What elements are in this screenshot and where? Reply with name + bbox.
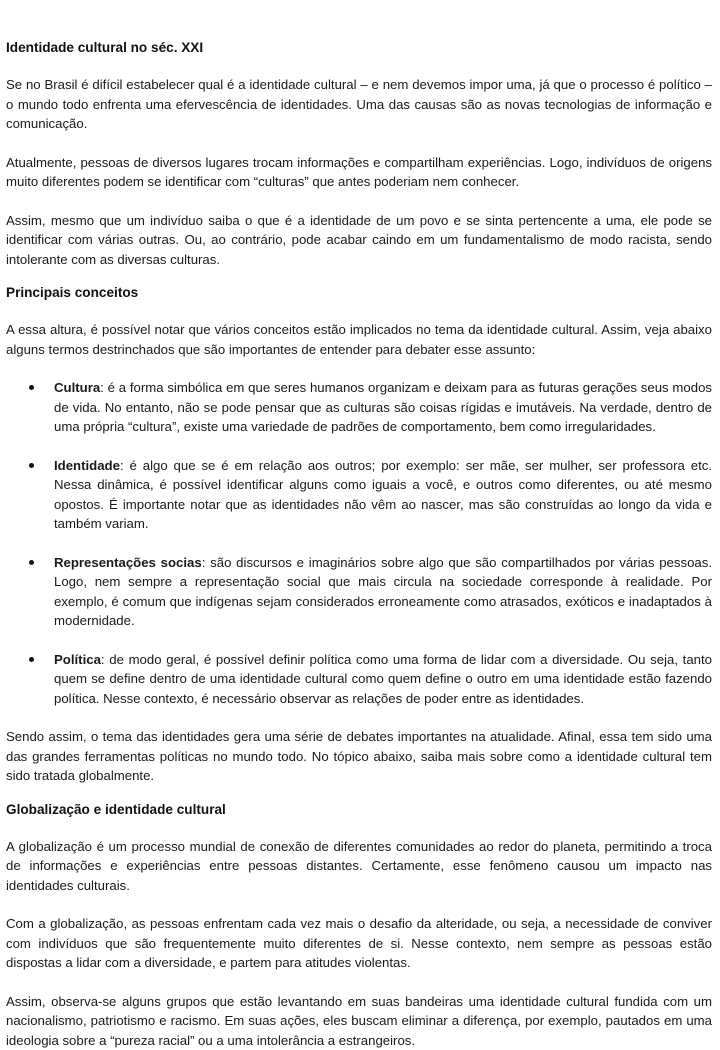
list-item-term: Representações socias <box>54 555 202 570</box>
list-item <box>54 378 712 437</box>
list-item-term: Cultura <box>54 380 100 395</box>
list-item <box>54 553 712 631</box>
paragraph: Com a globalização, as pessoas enfrentam cada vez mais o desafio da alteridade, ou seja, a necessidade de conviver com indivíduos que são frequentemente muito diferentes de si. Nesse contexto, nem sempre as pessoas estão dispostas a lidar com a diversidade, e partem para atitudes violentas. <box>6 914 712 973</box>
section-heading-globalizacao: Globalização e identidade cultural <box>6 800 712 819</box>
section-heading-identidade-cultural: Identidade cultural no séc. XXI <box>6 38 712 57</box>
paragraph: Atualmente, pessoas de diversos lugares trocam informações e compartilham experiências. Logo, indivíduos de origens muito diferentes podem se identificar com “culturas” que antes poderiam nem conhecer. <box>6 153 712 192</box>
concepts-list <box>6 378 712 708</box>
list-item <box>54 456 712 534</box>
paragraph: Sendo assim, o tema das identidades gera uma série de debates importantes na atualidade. Afinal, essa tem sido uma das grandes ferramentas políticas no mundo todo. No tópico abaixo, saiba mais sobre como a identidade cultural tem sido tratada globalmente. <box>6 727 712 786</box>
paragraph: Assim, mesmo que um indivíduo saiba o que é a identidade de um povo e se sinta pertencente a uma, ele pode se identificar com várias outras. Ou, ao contrário, pode acabar caindo em um fundamentalismo de modo racista, sendo intolerante com as diversas culturas. <box>6 211 712 270</box>
paragraph: A globalização é um processo mundial de conexão de diferentes comunidades ao redor do planeta, permitindo a troca de informações e experiências entre pessoas distantes. Certamente, esse fenômeno causou um impacto nas identidades culturais. <box>6 837 712 896</box>
list-item-term: Política <box>54 652 101 667</box>
paragraph: A essa altura, é possível notar que vários conceitos estão implicados no tema da identidade cultural. Assim, veja abaixo alguns termos destrinchados que são importantes de entender para debater esse assunto: <box>6 320 712 359</box>
list-item-term: Identidade <box>54 458 120 473</box>
list-item-text: : de modo geral, é possível definir política como uma forma de lidar com a diversidade. Ou seja, tanto quem se define dentro de uma identidade cultural como quem define o outro em uma identidade estão fazendo política. Nesse contexto, é necessário observar as relações de poder entre as identidades. <box>54 652 712 706</box>
list-item <box>54 650 712 709</box>
paragraph: Se no Brasil é difícil estabelecer qual é a identidade cultural – e nem devemos impor uma, já que o processo é político – o mundo todo enfrenta uma efervescência de identidades. Uma das causas são as novas tecnologias de informação e comunicação. <box>6 75 712 134</box>
list-item-text: : são discursos e imaginários sobre algo que são compartilhados por várias pessoas. Logo, nem sempre a representação social que mais circula na sociedade corresponde à realidade. Por exemplo, é comum que indígenas sejam considerados erroneamente como atrasados, exóticos e inadaptados à modernidade. <box>54 555 712 629</box>
paragraph: Assim, observa-se alguns grupos que estão levantando em suas bandeiras uma identidade cultural fundida com um nacionalismo, patriotismo e racismo. Em suas ações, eles buscam eliminar a diferença, por exemplo, pautados em uma ideologia sobre a “pureza racial” ou a uma intolerância a estrangeiros. <box>6 992 712 1050</box>
list-item-text: : é algo que se é em relação aos outros; por exemplo: ser mãe, ser mulher, ser professora etc. Nessa dinâmica, é possível identificar alguns como iguais a você, e outros como diferentes, ou até mesmo opostos. É importante notar que as identidades não vêm ao nascer, mas são construídas ao longo da vida e também variam. <box>54 458 712 532</box>
section-heading-principais-conceitos: Principais conceitos <box>6 283 712 302</box>
list-item-text: : é a forma simbólica em que seres humanos organizam e deixam para as futuras gerações seus modos de vida. No entanto, não se pode pensar que as culturas são coisas rígidas e imutáveis. Na verdade, dentro de uma própria “cultura”, existe uma variedade de padrões de comportamento, bem como irregularidades. <box>54 380 712 434</box>
